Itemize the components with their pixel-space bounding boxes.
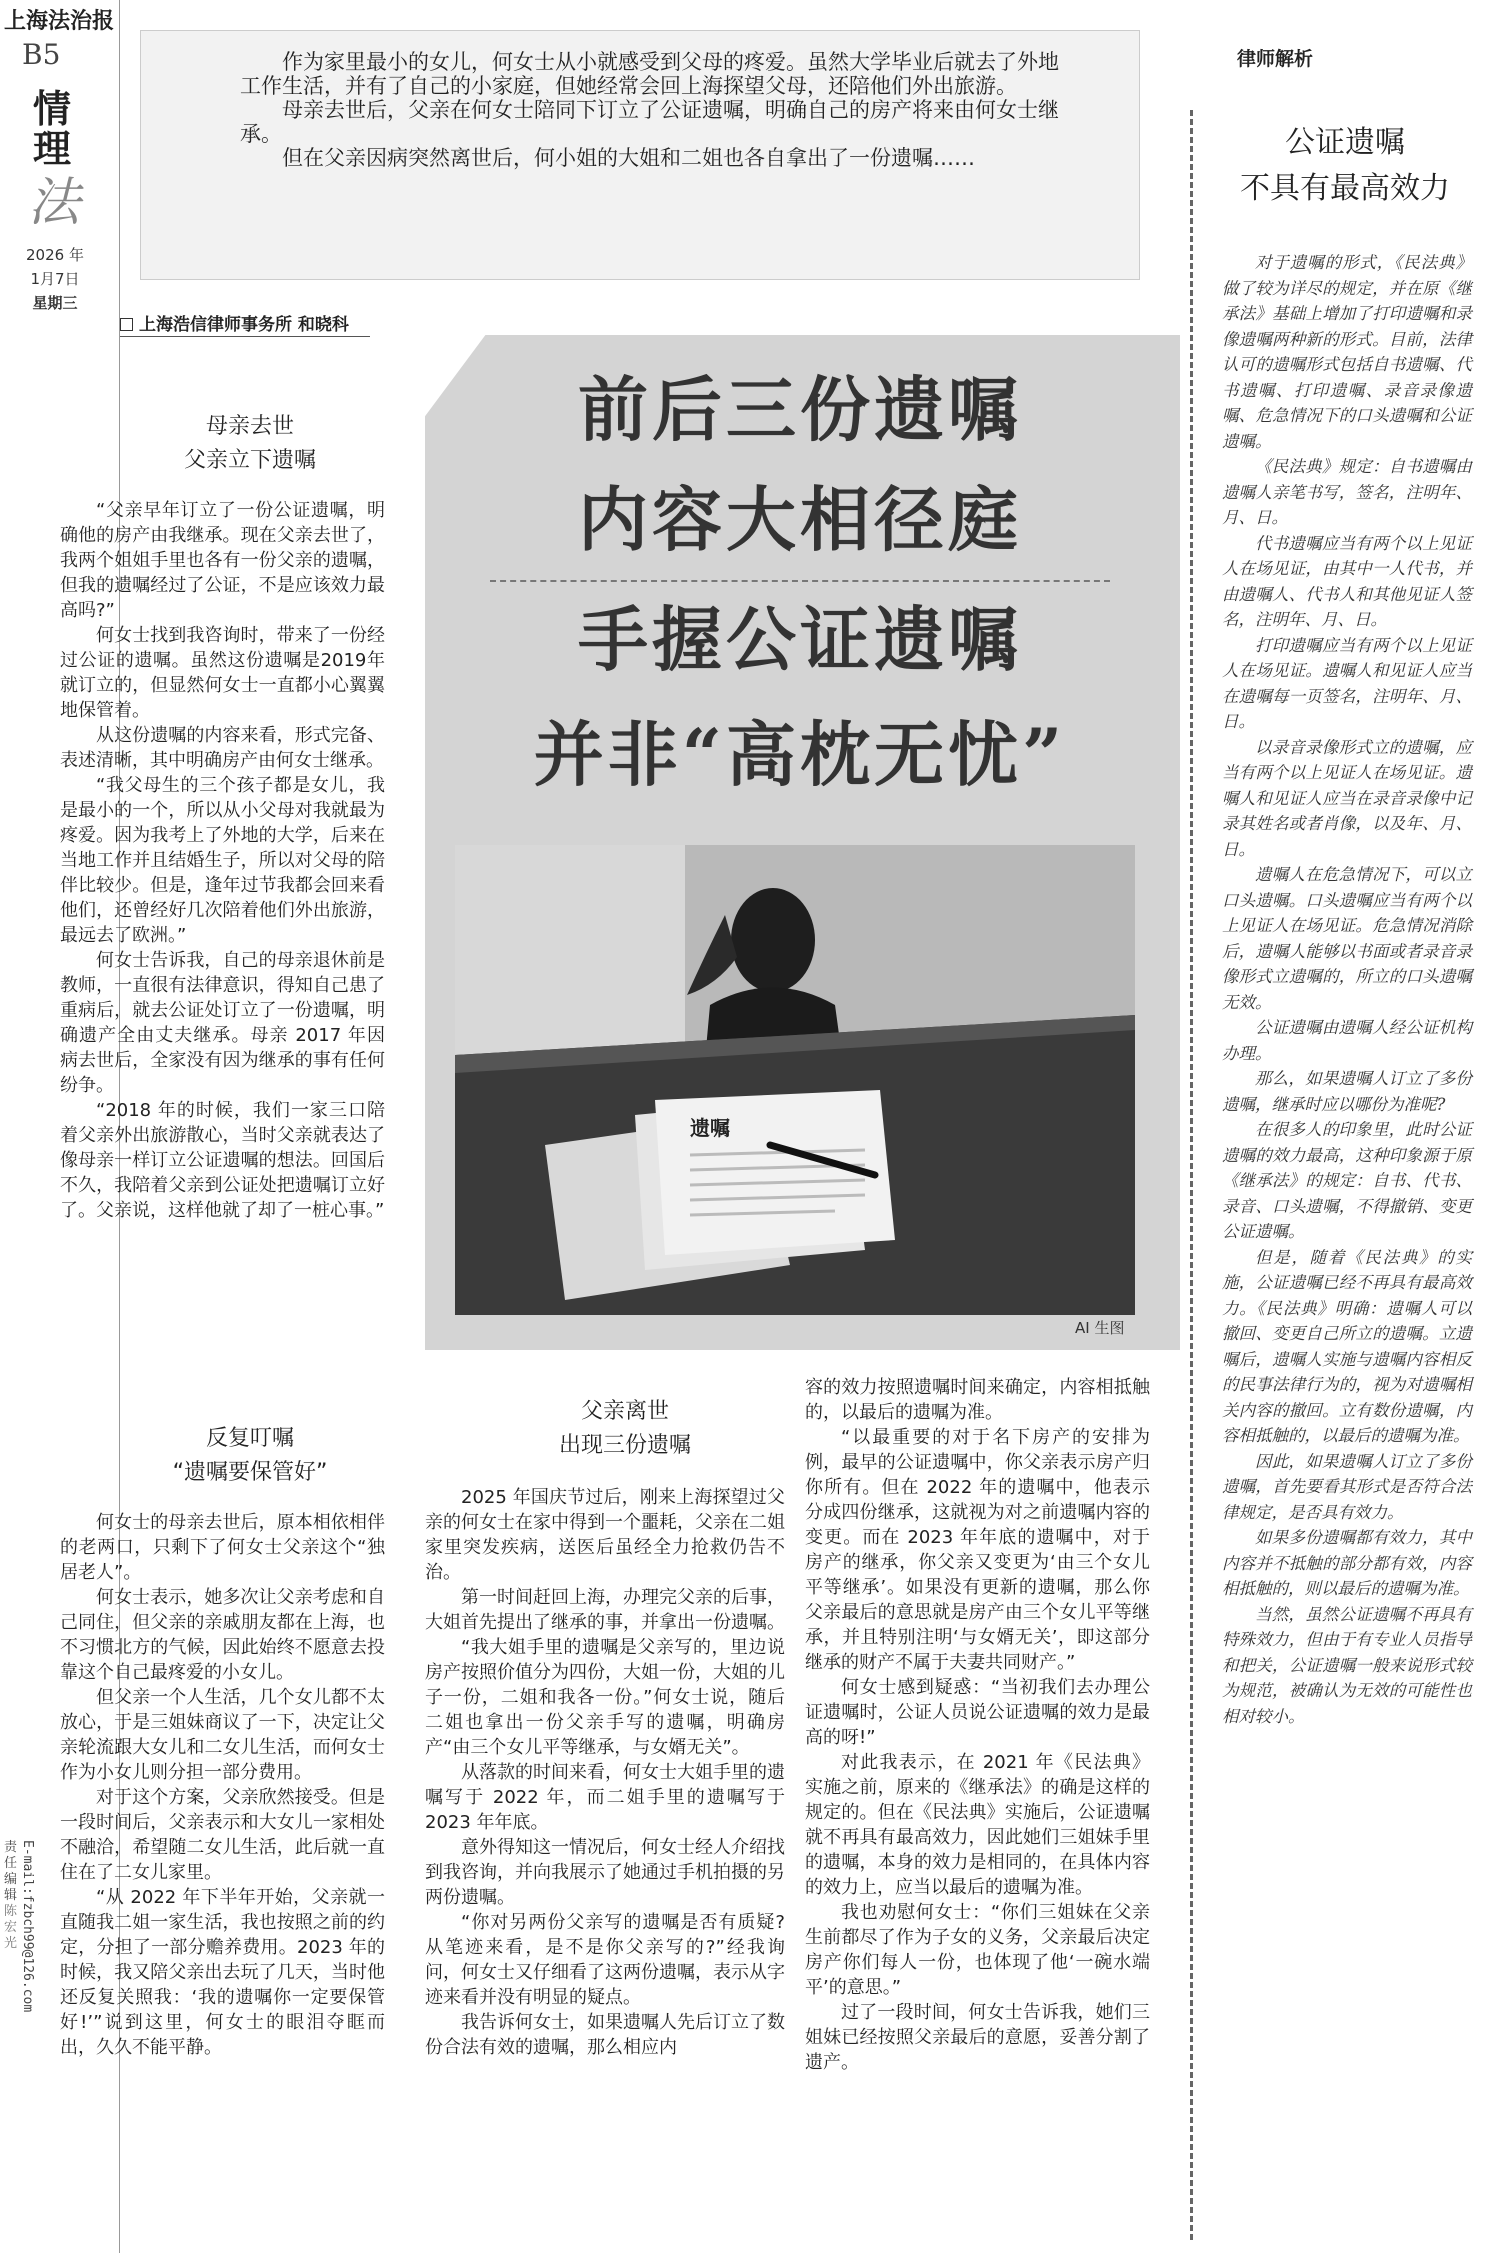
editor-label — [4, 1840, 20, 1952]
subhead-line: 父亲立下遗嘱 — [183, 448, 316, 473]
silhouette-head — [731, 888, 815, 992]
sidebar-paragraph: 对于遗嘱的形式，《民法典》做了较为详尽的规定，并在原《继承法》基础上增加了打印遗嘱和录像遗嘱两种新的形式。目前，法律认可的遗嘱形式包括自书遗嘱、代书遗嘱、打印遗嘱、录音录像遗嘱、危急情况下的口头遗嘱和公证遗嘱。 — [1222, 253, 1472, 451]
sidebar-paragraph: 公证遗嘱由遗嘱人经公证机构办理。 — [1222, 1018, 1472, 1063]
headline-line-1: 前后三份遗嘱 — [578, 368, 1022, 451]
date-year: 2026 年 — [26, 246, 84, 264]
hero-image — [455, 845, 1135, 1315]
body-paragraph: “我父母生的三个孩子都是女儿，我是最小的一个，所以从小父母对我就最为疼爱。因为我考上了外地的大学，后来在当地工作并且结婚生子，所以对父母的陪伴比较少。但是，逢年过节我都会回来看他们，还曾经好几次陪着他们外出旅游，最远去了欧洲。” — [60, 775, 385, 946]
sidebar-paragraph: 以录音录像形式立的遗嘱，应当有两个以上见证人在场见证。遗嘱人和见证人应当在录音录像中记录其姓名或者肖像，以及年、月、日。 — [1222, 737, 1472, 859]
body-paragraph: “2018 年的时候，我们一家三口陪着父亲外出旅游散心，当时父亲就表达了像母亲一样订立公证遗嘱的想法。回国后不久，我陪着父亲到公证处把遗嘱订立好了。父亲说，这样他就了却了一桩心事。” — [60, 1100, 385, 1221]
body-paragraph: 过了一段时间，何女士告诉我，她们三姐妹已经按照父亲最后的意愿，妥善分割了遗产。 — [805, 2002, 1150, 2073]
subhead-keep-will — [120, 1422, 380, 1490]
body-paragraph: 2025 年国庆节过后，刚来上海探望过父亲的何女士在家中得到一个噩耗，父亲在二姐家里突发疾病，送医后虽经全力抢救仍告不治。 — [425, 1487, 785, 1583]
sidebar-title-line: 不具有最高效力 — [1240, 171, 1450, 206]
sidebar-paragraph: 《民法典》规定：自书遗嘱由遗嘱人亲笔书写，签名，注明年、月、日。 — [1222, 457, 1472, 527]
body-paragraph-continued: 容的效力按照遗嘱时间来确定，内容相抵触的，以最后的遗嘱为准。 — [805, 1377, 1150, 1423]
date-day: 1月7日 — [30, 270, 80, 288]
sidebar-title — [1205, 120, 1485, 212]
sidebar-text — [1222, 250, 1472, 1729]
body-paragraph: 从这份遗嘱的内容来看，形式完备、表述清晰，其中明确房产由何女士继承。 — [60, 725, 385, 771]
headline-line-2: 内容大相径庭 — [578, 478, 1022, 561]
intro-text — [240, 50, 1060, 170]
body-paragraph: “你对另两份父亲写的遗嘱是否有质疑? 从笔迹来看，是不是你父亲写的?”经我询问，何女士又仔细看了这两份遗嘱，表示从字迹来看并没有明显的疑点。 — [425, 1912, 785, 2008]
body-paragraph: 何女士感到疑惑：“当初我们去办理公证遗嘱时，公证人员说公证遗嘱的效力是最高的呀!” — [805, 1677, 1150, 1748]
body-paragraph: 从落款的时间来看，何女士大姐手里的遗嘱写于 2022 年，而二姐手里的遗嘱写于 2023 年年底。 — [425, 1762, 785, 1833]
subhead-line: 反复叮嘱 — [205, 1426, 294, 1451]
subhead-three-wills — [495, 1395, 755, 1463]
intro-paragraph: 但在父亲因病突然离世后，何小姐的大姐和二姐也各自拿出了一份遗嘱…… — [282, 146, 975, 170]
byline-rule — [120, 336, 370, 337]
headline-divider — [490, 580, 1110, 582]
byline — [120, 310, 480, 335]
editor-label-text: 责任编辑 — [4, 1840, 18, 1903]
body-paragraph: “从 2022 年下半年开始，父亲就一直随我二姐一家生活，我也按照之前的约定，分担了一部分赡养费用。2023 年的时候，我又陪父亲出去玩了几天，当时他还反复关照我：‘我的遗嘱你一定要保管好!’”说到这里，何女士的眼泪夺眶而出，久久不能平静。 — [60, 1887, 385, 2058]
column-1b-text — [60, 1510, 385, 2060]
body-paragraph: 我也劝慰何女士：“你们三姐妹在父亲生前都尽了作为子女的义务，父亲最后决定房产你们每人一份，也体现了他‘一碗水端平’的意思。” — [805, 1902, 1150, 1998]
body-paragraph: 何女士表示，她多次让父亲考虑和自己同住，但父亲的亲戚朋友都在上海，也不习惯北方的气候，因此始终不愿意去投靠这个自己最疼爱的小女儿。 — [60, 1587, 385, 1683]
page-number: B5 — [22, 38, 61, 71]
image-credit: AI 生图 — [1075, 1319, 1125, 1337]
body-paragraph: 意外得知这一情况后，何女士经人介绍找到我咨询，并向我展示了她通过手机拍摄的另两份遗嘱。 — [425, 1837, 785, 1908]
sidebar-paragraph: 打印遗嘱应当有两个以上见证人在场见证。遗嘱人和见证人应当在遗嘱每一页签名，注明年、月、日。 — [1222, 635, 1472, 731]
editor-name: 陈宏光 — [4, 1904, 18, 1951]
body-paragraph: 何女士找到我咨询时，带来了一份经过公证的遗嘱。虽然这份遗嘱是2019年就订立的，但显然何女士一直都小心翼翼地保管着。 — [60, 625, 385, 721]
sidebar-paragraph: 但是，随着《民法典》的实施，公证遗嘱已经不再具有最高效力。《民法典》明确：遗嘱人可以撤回、变更自己所立的遗嘱。立遗嘱后，遗嘱人实施与遗嘱内容相反的民事法律行为的，视为对遗嘱相关内容的撤回。立有数份遗嘱，内容相抵触的，以最后的遗嘱为准。 — [1222, 1247, 1472, 1445]
subhead-line: 母亲去世 — [205, 414, 294, 439]
body-paragraph: 对此我表示，在 2021 年《民法典》实施之前，原来的《继承法》的确是这样的规定的。但在《民法典》实施后，公证遗嘱就不再具有最高效力，因此她们三姐妹手里的遗嘱，本身的效力是相同的，在具体内容的效力上，应当以最后的遗嘱为准。 — [805, 1752, 1150, 1898]
subhead-mother-died — [120, 410, 380, 478]
body-paragraph: 第一时间赶回上海，办理完父亲的后事，大姐首先提出了继承的事，并拿出一份遗嘱。 — [425, 1587, 785, 1633]
body-paragraph: 我告诉何女士，如果遗嘱人先后订立了数份合法有效的遗嘱，那么相应内 — [425, 2012, 785, 2058]
sidebar-border — [1190, 110, 1193, 2240]
body-paragraph: “父亲早年订立了一份公证遗嘱，明确他的房产由我继承。现在父亲去世了，我两个姐姐手里也各有一份父亲的遗嘱，但我的遗嘱经过了公证，不是应该效力最高吗?” — [60, 500, 385, 621]
sidebar-paragraph: 遗嘱人在危急情况下，可以立口头遗嘱。口头遗嘱应当有两个以上见证人在场见证。危急情况消除后，遗嘱人能够以书面或者录音录像形式立遗嘱的，所立的口头遗嘱无效。 — [1222, 865, 1472, 1012]
section-char-1: 情 — [32, 86, 71, 131]
editor-email: E-mail:fzbch99@126.com — [20, 1840, 35, 2013]
subhead-line: 父亲离世 — [580, 1399, 669, 1424]
intro-paragraph: 作为家里最小的女儿，何女士从小就感受到父母的疼爱。虽然大学毕业后就去了外地工作生活，并有了自己的小家庭，但她经常会回上海探望父母，还陪他们外出旅游。 — [240, 50, 1059, 98]
body-paragraph: “以最重要的对于名下房产的安排为例，最早的公证遗嘱中，你父亲表示房产归你所有。但在 2022 年的遗嘱中，他表示分成四份继承，这就视为对之前遗嘱内容的变更。而在 2023 年年底的遗嘱中，对于房产的继承，你父亲又变更为‘由三个女儿平等继承’。如果没有更新的遗嘱，那么你父亲最后的意思就是房产由三个女儿平等继承，并且特别注明‘与女婿无关’，即这部分继承的财产不属于夫妻共同财产。” — [805, 1427, 1150, 1673]
headline-line-4: 并非“高枕无忧” — [533, 713, 1067, 796]
date-weekday: 星期三 — [32, 294, 78, 312]
sidebar-paragraph: 当然，虽然公证遗嘱不再具有特殊效力，但由于有专业人员指导和把关，公证遗嘱一般来说形式较为规范，被确认为无效的可能性也相对较小。 — [1222, 1604, 1472, 1726]
body-paragraph: “我大姐手里的遗嘱是父亲写的，里边说房产按照价值分为四份，大姐一份，大姐的儿子一份，二姐和我各一份。”何女士说，随后二姐也拿出一份父亲手写的遗嘱，明确房产“由三个女儿平等继承，与女婿无关”。 — [425, 1637, 785, 1758]
byline-text: 上海浩信律师事务所 和晓科 — [139, 315, 349, 335]
section-char-2: 理 — [32, 126, 71, 171]
sidebar-paragraph: 因此，如果遗嘱人订立了多份遗嘱，首先要看其形式是否符合法律规定，是否具有效力。 — [1222, 1451, 1472, 1522]
section-char-3: 法 — [28, 173, 81, 233]
headline-line-3: 手握公证遗嘱 — [578, 598, 1022, 681]
column-3-text — [805, 1375, 1150, 2075]
lawyer-analysis-tag: 律师解析 — [1185, 40, 1340, 78]
square-icon — [120, 318, 133, 331]
subhead-line: “遗嘱要保管好” — [172, 1460, 328, 1485]
sidebar-paragraph: 那么，如果遗嘱人订立了多份遗嘱，继承时应以哪份为准呢? — [1222, 1069, 1472, 1114]
body-paragraph: 何女士的母亲去世后，原本相依相伴的老两口，只剩下了何女士父亲这个“独居老人”。 — [60, 1512, 385, 1583]
sidebar-paragraph: 代书遗嘱应当有两个以上见证人在场见证，由其中一人代书，并由遗嘱人、代书人和其他见证人签名，注明年、月、日。 — [1222, 533, 1472, 629]
will-document-label: 遗嘱 — [690, 1116, 730, 1140]
column-1-text — [60, 498, 385, 1223]
intro-paragraph: 母亲去世后，父亲在何女士陪同下订立了公证遗嘱，明确自己的房产将来由何女士继承。 — [240, 98, 1059, 146]
body-paragraph: 对于这个方案，父亲欣然接受。但是一段时间后，父亲表示和大女儿一家相处不融洽，希望随二女儿生活，此后就一直住在了二女儿家里。 — [60, 1787, 385, 1883]
hero-illustration — [455, 845, 1135, 1315]
column-2-text — [425, 1485, 785, 2060]
body-paragraph: 何女士告诉我，自己的母亲退休前是教师，一直很有法律意识，得知自己患了重病后，就去公证处订立了一份遗嘱，明确遗产全由丈夫继承。母亲 2017 年因病去世后，全家没有因为继承的事有任何纷争。 — [60, 950, 385, 1096]
newspaper-brand: 上海法治报 — [4, 8, 115, 34]
sidebar-paragraph: 在很多人的印象里，此时公证遗嘱的效力最高，这种印象源于原《继承法》的规定：自书、代书、录音、口头遗嘱，不得撤销、变更公证遗嘱。 — [1222, 1120, 1472, 1241]
sidebar-title-line: 公证遗嘱 — [1285, 125, 1405, 160]
body-paragraph: 但父亲一个人生活，几个女儿都不太放心，于是三姐妹商议了一下，决定让父亲轮流跟大女儿和二女儿生活，而何女士作为小女儿则分担一部分费用。 — [60, 1687, 385, 1783]
sidebar-paragraph: 如果多份遗嘱都有效力，其中内容并不抵触的部分都有效，内容相抵触的，则以最后的遗嘱为准。 — [1222, 1528, 1472, 1598]
subhead-line: 出现三份遗嘱 — [558, 1433, 691, 1458]
